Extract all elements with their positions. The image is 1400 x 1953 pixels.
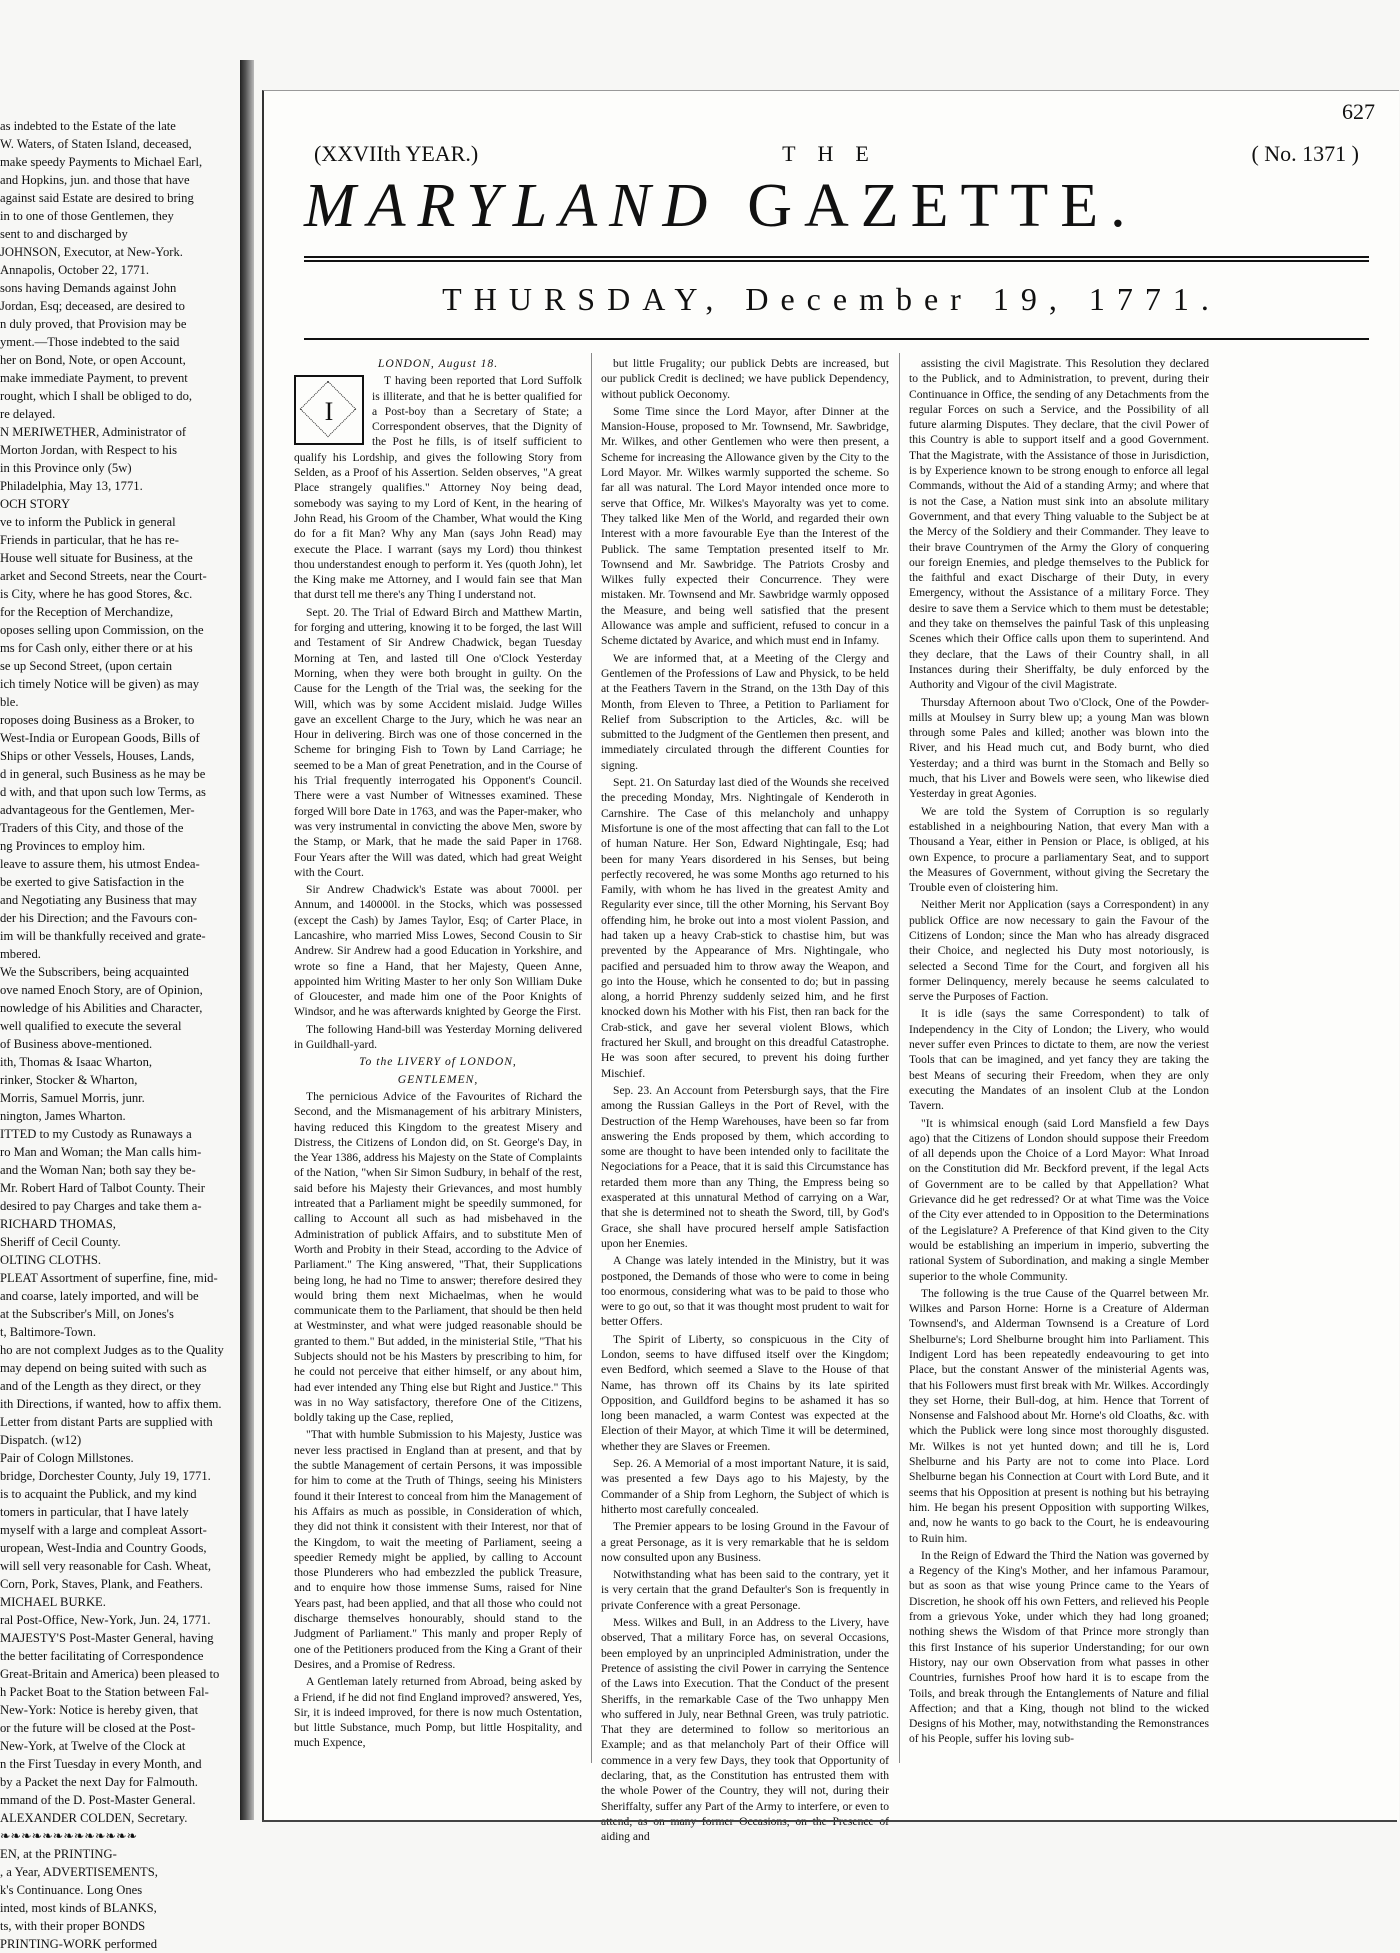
adjacent-page-line: in this Province only (5w) bbox=[0, 461, 132, 475]
adjacent-page-line: make speedy Payments to Michael Earl, bbox=[0, 155, 203, 169]
column-separator bbox=[591, 353, 592, 1763]
adjacent-page-line: ith Directions, if wanted, how to affix them. bbox=[0, 1397, 222, 1411]
adjacent-page-line: Friends in particular, that he has re- bbox=[0, 533, 179, 547]
adjacent-page-line: MICHAEL BURKE. bbox=[0, 1595, 106, 1609]
column-1 bbox=[294, 356, 582, 1766]
adjacent-page-line: desired to pay Charges and take them a- bbox=[0, 1199, 202, 1213]
adjacent-page-line: Pair of Cologn Millstones. bbox=[0, 1451, 134, 1465]
adjacent-page-line: or the future will be closed at the Post- bbox=[0, 1721, 196, 1735]
adjacent-page-line: MAJESTY'S Post-Master General, having bbox=[0, 1631, 214, 1645]
adjacent-page-line: in to one of those Gentlemen, they bbox=[0, 209, 174, 223]
dateline: THURSDAY, December 19, 1771. bbox=[442, 281, 1221, 317]
header-topline bbox=[314, 141, 1359, 175]
article-paragraph: Sept. 21. On Saturday last died of the Wounds she received the preceding Monday, Mrs. Nightingale of Kenderoth in Carnshire. The Case of this melancholy and unhappy Misfortune is one of the most affecting that can fall to the Lot of human Nature. Her Son, Edward Nightingale, Esq; had been for many Years disordered in his Senses, but being perfectly recovered, he was some Months ago returned to his Family, with whom he has lived in the greatest Amity and Regularity ever since, till the other Morning, his Servant Boy offending him, he broke out into a most violent Passion, and had taken up a heavy Crab-stick to chastise him, but was prevented by the Appearance of Mrs. Nightingale, who pacified and persuaded him to throw away the Weapon, and go into the House, which he consented to do; but in passing along, a horrid Phrenzy suddenly seized him, and he first knocked down his Mother with his Fist, then ran back for the Crab-stick, and gave her several violent Blows, which fractured her Skull, and brought on this dreadful Catastrophe. He was soon after secured, to prevent his doing further Mischief. bbox=[601, 776, 889, 1080]
article-paragraph: Mess. Wilkes and Bull, in an Address to the Livery, have observed, That a military Force has, on several Occasions, been employed by an unprincipled Administration, under the Pretence of assisting the civil Power in carrying the Sentence of the Laws into Execution. That the Conduct of the present Sheriffs, in the remarkable Case of the Two unhappy Men who suffered in July, near Bethnal Green, was truly patriotic. That they are determined to follow so meritorious an Example; and as that melancholy Part of their Office will commence in a very few Days, they took that Opportunity of declaring, that, as the Constitution has entrusted them with the whole Power of the Country, they will not, during their Sheriffalty, suffer any Part of the Army to interfere, or even to aiding and bbox=[601, 1616, 889, 1844]
article-paragraph: The pernicious Advice of the Favourites of Richard the Second, and the Mismanagement of his arbitrary Ministers, having reduced this Kingdom to the greatest Misery and Distress, the Citizens of London did, on St. George's Day, in the Year 1386, address his Majesty on the State of Complaints of the Nation, "when Sir Simon Sudbury, in behalf of the rest, said before his Majesty their Grievances, and most humbly intreated that a Parliament might be speedily summoned, for calling to Account all such as had misbehaved in the Administration of publick Affairs, and to substitute Men of Worth and Probity in their Stead, according to the Advice of Parliament." The King answered, "That, their Supplications being long, he had no Time to answer; therefore desired they would bring them next Michaelmas, when he would communicate them to the Parliament, that should be then held at Westminster, and what were judged reasonable should be granted to them." But added, in the ministerial Stile, "That his Subjects should not be his Masters by prescribing to him, for he could not perceive that either himself, or any about him, had ever intended any Thing else but Right and Justice." This was in no Way satisfactory, therefore One of the Citizens, boldly taking up the Case, replied, bbox=[294, 1089, 582, 1425]
masthead-maryland: MARYLAND bbox=[304, 172, 720, 240]
article-paragraph: Sept. 20. The Trial of Edward Birch and Matthew Martin, for forging and uttering, knowing it to be forged, the last Will and Testament of Sir Andrew Chadwick, began Tuesday Morning at Ten, and lasted till One o'Clock Yesterday Morning, when they were both brought in guilty. On the Cause for the Length of the Trial was, the seeking for the Will, which was by some Accident mislaid. Judge Willes gave an excellent Charge to the Jury, which he was near an Hour in delivering. Birch was one of those concerned in the Scheme for bringing Fish to Town by Land Carriage; he seemed to be a Man of great Penetration, and in the Course of his Trial frequently interrogated his Opponent's Council. There were a vast Number of Witnesses examined. These forged Will bore Date in 1763, and was the Paper-maker, who was very instrumental in convicting the above Men, swore by the Stamp, or Mark, that he made the said Paper in 1768. Four Years after the Will was dated, which had great Weight with the Court. bbox=[294, 605, 582, 879]
adjacent-page-line: and Hopkins, jun. and those that have bbox=[0, 173, 190, 187]
adjacent-page-line: ho are not complext Judges as to the Quality bbox=[0, 1343, 224, 1357]
adjacent-page-line: inted, most kinds of BLANKS, bbox=[0, 1901, 157, 1915]
article-paragraph: Notwithstanding what has been said to the contrary, yet it is very certain that the grand Defaulter's Son is frequently in private Conference with a great Personage. bbox=[601, 1568, 889, 1612]
adjacent-page-line: will sell very reasonable for Cash. Wheat, bbox=[0, 1559, 211, 1573]
column-separator bbox=[899, 353, 900, 1763]
adjacent-page-line: and Negotiating any Business that may bbox=[0, 893, 197, 907]
masthead-rule-top bbox=[304, 256, 1369, 258]
adjacent-page-line: and coarse, lately imported, and will be bbox=[0, 1289, 199, 1303]
article-paragraph: In the Reign of Edward the Third the Nation was governed by a Regency of the King's Mother, and her infamous Paramour, but as soon as that wise young Prince came to the Years of Discretion, he shook off his own Fetters, and relieved his People from a grievous Yoke, under which they had long groaned; nothing shews the Wisdom of that Prince more strongly than this first Instance of his superior Understanding; for our own History, nay our own Observation from what passes in other Countries, furnishes Proof how hard it is to escape from the Toils, and break through the Entanglements of Nature and filial Affection; and that a King, though not blind to the wicked Designs of his Mother, may, notwithstanding the Remonstrances of his People, suffer his loving sub- bbox=[909, 1548, 1209, 1746]
article-heading: GENTLEMEN, bbox=[397, 1072, 479, 1086]
column-3 bbox=[909, 356, 1209, 1766]
adjacent-page-line: ALEXANDER COLDEN, Secretary. bbox=[0, 1811, 188, 1825]
article-paragraph: The Spirit of Liberty, so conspicuous in the City of London, seems to have diffused itself over the Kingdom; even Bedford, which seemed a Slave to the House of that Name, has thrown off its Chains by its late spirited Opposition, and Guildford begins to be ashamed it has so long been manacled, a warm Contest was expected at the Election of their Mayor, at which Time it will be determined, whether they are Slaves or Freemen. bbox=[601, 1332, 889, 1453]
adjacent-page-line: New-York: Notice is hereby given, that bbox=[0, 1703, 199, 1717]
adjacent-page-line: im will be thankfully received and grate- bbox=[0, 929, 206, 943]
adjacent-page-line: sent to and discharged by bbox=[0, 227, 128, 241]
article-heading: To the LIVERY of LONDON, bbox=[359, 1055, 517, 1069]
article-paragraph: Some Time since the Lord Mayor, after Dinner at the Mansion-House, proposed to Mr. Townsend, Mr. Sawbridge, Mr. Wilkes, and other Gentlemen who were then present, a Scheme for increasing the Allowance given by the City to the Lord Mayor. Mr. Wilkes warmly supported the scheme. So far all was natural. The Lord Mayor intended once more to serve that Office, Mr. Wilkes's Mayoralty was yet to come. They talked like Men of the World, and regarded their own Interest with a more favourable Eye than the Interest of the Publick. The same Temptation presented itself to Mr. Townsend and Mr. Sawbridge. The Patriots Crosby and Wilkes fully expected their Concurrence. They were mistaken. Mr. Townsend and Mr. Sawbridge warmly opposed the Measure, and being well satisfied that the present Allowance was ample and sufficient, refused to concur in a Scheme dictated by Avarice, and which must end in Infamy. bbox=[601, 404, 889, 648]
adjacent-page-line: Corn, Pork, Staves, Plank, and Feathers. bbox=[0, 1577, 203, 1591]
ornamental-drop-cap: I bbox=[294, 375, 364, 445]
adjacent-page-line: mmand of the D. Post-Master General. bbox=[0, 1793, 196, 1807]
adjacent-page-line: uropean, West-India and Country Goods, bbox=[0, 1541, 207, 1555]
adjacent-page-line: Traders of this City, and those of the bbox=[0, 821, 184, 835]
adjacent-page-line: oposes selling upon Commission, on the bbox=[0, 623, 204, 637]
adjacent-page-line: is City, where he has good Stores, &c. bbox=[0, 587, 193, 601]
adjacent-page-line: of Business above-mentioned. bbox=[0, 1037, 153, 1051]
adjacent-page-line: W. Waters, of Staten Island, deceased, bbox=[0, 137, 192, 151]
adjacent-page-line: k's Continuance. Long Ones bbox=[0, 1883, 143, 1897]
adjacent-page-line: , a Year, ADVERTISEMENTS, bbox=[0, 1865, 158, 1879]
adjacent-page-line: and the Woman Nan; both say they be- bbox=[0, 1163, 196, 1177]
adjacent-page-line: h Packet Boat to the Station between Fal- bbox=[0, 1685, 209, 1699]
adjacent-page-line: leave to assure them, his utmost Endea- bbox=[0, 857, 200, 871]
adjacent-page-line: ro Man and Woman; the Man calls him- bbox=[0, 1145, 202, 1159]
article-paragraph: The Premier appears to be losing Ground in the Favour of a great Personage, as it is very remarkable that he is seldom now consulted upon any Business. bbox=[601, 1520, 889, 1564]
adjacent-page-line: the better facilitating of Correspondence bbox=[0, 1649, 204, 1663]
adjacent-page-line: d in general, such Business as he may be bbox=[0, 767, 206, 781]
masthead-title bbox=[304, 171, 1369, 251]
adjacent-page-line: Sheriff of Cecil County. bbox=[0, 1235, 121, 1249]
adjacent-page-line: New-York, at Twelve of the Clock at bbox=[0, 1739, 186, 1753]
adjacent-page-line: ❧❧❧❧❧❧❧❧❧❧❧❧❧ bbox=[0, 1829, 138, 1843]
adjacent-page-strip bbox=[0, 118, 236, 1951]
adjacent-page-line: roposes doing Business as a Broker, to bbox=[0, 713, 195, 727]
adjacent-page-line: Morris, Samuel Morris, junr. bbox=[0, 1091, 145, 1105]
adjacent-page-line: d with, and that upon such low Terms, as bbox=[0, 785, 206, 799]
adjacent-page-line: her on Bond, Note, or open Account, bbox=[0, 353, 186, 367]
adjacent-page-line: Annapolis, October 22, 1771. bbox=[0, 263, 150, 277]
adjacent-page-line: rinker, Stocker & Wharton, bbox=[0, 1073, 138, 1087]
article-paragraph: Neither Merit nor Application (says a Correspondent) in any publick Office are now necessary to gain the Favour of the Citizens of London; since the Man who has already disgraced their Choice, and neglected his Duty most notoriously, is selected a Second Time for the Court, and forgiven all his former Delinquency, merely because he seems calculated to serve the Purposes of Faction. bbox=[909, 898, 1209, 1004]
adjacent-page-line: mbered. bbox=[0, 947, 41, 961]
gazette-page bbox=[262, 90, 1399, 1844]
article-paragraph: The following is the true Cause of the Quarrel between Mr. Wilkes and Parson Horne: Horne is a Creature of Alderman Townsend's, and Alderman Townsend is a Creature of Lord Shelburne's; Lord Shelburne brought him into Parliament. This Indigent Lord has been repeatedly endeavouring to get into Place, but the constant Answer of the ministerial Agents was, that his Followers must first break with Mr. Wilkes. Accordingly they set Horne, their Bull-dog, at him. Hence that Torrent of Nonsense and Falshood about Mr. Horne's old Cloaths, &c. with which the Publick were long since most thoroughly disgusted. Mr. Wilkes is not yet hunted down; and till he is, Lord Shelburne and his Party are not to come into Place. Lord Shelburne began his Connection at Court with Lord Bute, and it seems that his Opposition at present is nothing but his betraying him. He began his present Opposition with supporting Wilkes, and, now he wants to go back to the Court, he is endeavouring to Ruin him. bbox=[909, 1286, 1209, 1545]
dateline-rule bbox=[304, 338, 1369, 340]
column-2 bbox=[601, 356, 889, 1844]
adjacent-page-line: West-India or European Goods, Bills of bbox=[0, 731, 200, 745]
adjacent-page-line: ich timely Notice will be given) as may bbox=[0, 677, 199, 691]
adjacent-page-line: PRINTING-WORK performed bbox=[0, 1937, 158, 1951]
adjacent-page-line: for the Reception of Merchandize, bbox=[0, 605, 174, 619]
adjacent-page-line: ts, with their proper BONDS bbox=[0, 1919, 146, 1933]
article-paragraph: but little Frugality; our publick Debts are increased, but our publick Credit is declined; we have publick Dependency, without publick Oeconomy. bbox=[601, 357, 889, 401]
article-paragraph: We are told the System of Corruption is so regularly established in a neighbouring Nation, that every Man with a Thousand a Year, either in Pension or Place, is obliged, at his own Expence, to procure a parliamentary Seat, and to support the Measures of Government, without giving the Secretary the Trouble even of cloistering him. bbox=[909, 804, 1209, 895]
masthead-gazette: GAZETTE. bbox=[747, 172, 1138, 240]
adjacent-page-line: ith, Thomas & Isaac Wharton, bbox=[0, 1055, 153, 1069]
article-paragraph: Sep. 26. A Memorial of a most important Nature, it is said, was presented a few Days ago to his Majesty, by the Commander of a Ship from Leghorn, the Subject of which is hitherto most carefully concealed. bbox=[601, 1457, 889, 1516]
adjacent-page-line: der his Direction; and the Favours con- bbox=[0, 911, 198, 925]
article-paragraph: A Change was lately intended in the Ministry, but it was postponed, the Demands of those who were to come in being too enormous, considering what was to be paid to those who were to go out, so that it was thought most prudent to wait for better Offers. bbox=[601, 1254, 889, 1329]
adjacent-page-line: may depend on being suited with such as bbox=[0, 1361, 207, 1375]
adjacent-page-line: Great-Britain and America) been pleased to bbox=[0, 1667, 220, 1681]
adjacent-page-line: N MERIWETHER, Administrator of bbox=[0, 425, 187, 439]
adjacent-page-line: ITTED to my Custody as Runaways a bbox=[0, 1127, 192, 1141]
adjacent-page-line: and of the Length as they direct, or they bbox=[0, 1379, 202, 1393]
article-paragraph: T having been reported that Lord Suffolk is illiterate, and that he is better qualified for a Post-boy than a Secretary of State; a Correspondent observes, that the Dignity of the Post he fills, is of itself sufficient to qualify his Lordship, and gives the following Story from Selden, as a Proof of his Assertion. Selden observes, "A great Place strangely qualifies." Attorney Noy being dead, somebody was saying to my Lord of Kent, in the hearing of John Read, his Groom of the Chamber, What would the King do for a fit Man? Why any Man (says John Read) may execute the Place. I warrant (says my Lord) thou thinkest thou understandest enough to perform it. Yes (quoth John), let the King make me Attorney, and I would fain see that Man that durst tell me there's any Thing I understand not. bbox=[294, 374, 582, 602]
page-number: 627 bbox=[1342, 99, 1375, 124]
article-paragraph: Sep. 23. An Account from Petersburgh says, that the Fire among the Russian Galleys in the Port of Revel, with the Destruction of the Hemp Warehouses, have been so far from answering the Ends proposed by them, which according to some are thought to have been intended only to facilitate the Negociations for a Peace, that it is said this Circumstance has retarded them more than any Thing, the Empress being so exasperated at this unnatural Method of carrying on a War, that she is determined not to sheath the Sword, till, by God's Grace, she shall have procured herself ample Satisfaction upon her Enemies. bbox=[601, 1083, 889, 1250]
adjacent-page-line: is to acquaint the Publick, and my kind bbox=[0, 1487, 197, 1501]
adjacent-page-line: Dispatch. (w12) bbox=[0, 1433, 82, 1447]
article-paragraph: It is idle (says the same Correspondent) to talk of Independency in the City of London; the Livery, who would never suffer even Princes to dictate to them, are now the veriest Tools that can be imagined, and yet fancy they are taking the best Means of securing their Freedom, when they are only executing the Mandates of an insolent Club at the London Tavern. bbox=[909, 1007, 1209, 1113]
article-paragraph: A Gentleman lately returned from Abroad, being asked by a Friend, if he did not find England improved? answered, Yes, Sir, it is indeed improved, for there is now much Ostentation, but little Substance, much Pomp, but little Hospitality, and much Expence, bbox=[294, 1675, 582, 1750]
adjacent-page-line: Jordan, Esq; deceased, are desired to bbox=[0, 299, 185, 313]
adjacent-page-line: against said Estate are desired to bring bbox=[0, 191, 194, 205]
adjacent-page-line: t, Baltimore-Town. bbox=[0, 1325, 97, 1339]
adjacent-page-line: as indebted to the Estate of the late bbox=[0, 119, 176, 133]
adjacent-page-line: nington, James Wharton. bbox=[0, 1109, 126, 1123]
adjacent-page-line: rought, which I shall be obliged to do, bbox=[0, 389, 193, 403]
adjacent-page-line: se up Second Street, (upon certain bbox=[0, 659, 173, 673]
adjacent-page-line: well qualified to execute the several bbox=[0, 1019, 182, 1033]
adjacent-page-line: ms for Cash only, either there or at his bbox=[0, 641, 193, 655]
adjacent-page-line: be exerted to give Satisfaction in the bbox=[0, 875, 184, 889]
adjacent-page-line: yment.—Those indebted to the said bbox=[0, 335, 180, 349]
adjacent-page-line: myself with a large and compleat Assort- bbox=[0, 1523, 207, 1537]
adjacent-page-line: OCH STORY bbox=[0, 497, 71, 511]
the-label: THE bbox=[782, 141, 891, 166]
adjacent-page-line: Mr. Robert Hard of Talbot County. Their bbox=[0, 1181, 205, 1195]
masthead-rule-bottom bbox=[304, 260, 1369, 262]
article-paragraph: The following Hand-bill was Yesterday Morning delivered in Guildhall-yard. bbox=[294, 1022, 582, 1052]
adjacent-page-line: RICHARD THOMAS, bbox=[0, 1217, 116, 1231]
article-paragraph: Thursday Afternoon about Two o'Clock, One of the Powder-mills at Moulsey in Surry blew up; a young Man was blown through some Pales and killed; another was blown into the River, and his Head much cut, and Body burnt, who died Yesterday; and a third was burnt in the Stomach and Belly so much, that his Liver and Bowels were seen, who likewise died Yesterday in great Agonies. bbox=[909, 695, 1209, 801]
adjacent-page-line: ral Post-Office, New-York, Jun. 24, 1771. bbox=[0, 1613, 211, 1627]
adjacent-page-line: at the Subscriber's Mill, on Jones's bbox=[0, 1307, 174, 1321]
adjacent-page-line: sons having Demands against John bbox=[0, 281, 177, 295]
adjacent-page-line: We the Subscribers, being acquainted bbox=[0, 965, 189, 979]
adjacent-page-line: ove named Enoch Story, are of Opinion, bbox=[0, 983, 203, 997]
adjacent-page-line: by a Packet the next Day for Falmouth. bbox=[0, 1775, 198, 1789]
adjacent-page-line: re delayed. bbox=[0, 407, 56, 421]
article-heading: LONDON, August 18. bbox=[377, 357, 499, 370]
article-paragraph: "That with humble Submission to his Majesty, Justice was never less practised in England than at present, and that by the subtle Management of certain Persons, it was impossible for him to come at the Truth of Things, seeing his Ministers found it their Interest to conceal from him the Management of his Affairs as much as possible, in Consideration of which, they did not think it consistent with their Interest, nor that of the Kingdom, to wait the meeting of Parliament, seeing a speedier Remedy might be applied, by calling to Account those Plunderers who had embezzled the publick Treasure, and to enquire how those immense Sums, raised for Nine Years past, had been applied, and that all those who could not discharge themselves honourably, should stand to the Judgment of Parliament." This manly and proper Reply of one of the Petitioners produced from the King a Grant of their Desires, and a Promise of Redress. bbox=[294, 1428, 582, 1671]
adjacent-page-line: n the First Tuesday in every Month, and bbox=[0, 1757, 202, 1771]
adjacent-page-line: nowledge of his Abilities and Character, bbox=[0, 1001, 203, 1015]
article-paragraph: "It is whimsical enough (said Lord Mansfield a few Days ago) that the Citizens of London should suppose their Freedom of all depends upon the Choice of a Lord Mayor: What Inroad on the Constitution did Mr. Beckford prevent, if the legal Acts of Government are to be called by that Appellation? What Grievance did he get redressed? Or at what Time was the Voice of the City ever attended to in Opposition to the Determinations of the Legislature? A Preference of that Kind given to the City would be establishing an imperium in imperio, subverting the rational System of Subordination, and making a single Member superior to the whole Community. bbox=[909, 1116, 1209, 1283]
page-bottom-edge bbox=[262, 1820, 1397, 1822]
adjacent-page-line: bridge, Dorchester County, July 19, 1771. bbox=[0, 1469, 211, 1483]
article-paragraph: We are informed that, at a Meeting of the Clergy and Gentlemen of the Professions of Law and Physick, to be held at the Feathers Tavern in the Strand, on the 13th Day of this Month, from Eleven to Three, a Petition to Parliament for Relief from Subscription to the Articles, &c. will be submitted to the Judgment of the Gentlemen then present, and immediately circulated through the different Counties for signing. bbox=[601, 651, 889, 772]
issue-number: ( No. 1371 ) bbox=[1251, 141, 1359, 166]
adjacent-page-line: PLEAT Assortment of superfine, fine, mid- bbox=[0, 1271, 218, 1285]
binding-gutter bbox=[240, 60, 254, 1820]
adjacent-page-line: ng Provinces to employ him. bbox=[0, 839, 146, 853]
adjacent-page-line: OLTING CLOTHS. bbox=[0, 1253, 101, 1267]
adjacent-page-line: advantageous for the Gentlemen, Mer- bbox=[0, 803, 195, 817]
adjacent-page-line: make immediate Payment, to prevent bbox=[0, 371, 188, 385]
adjacent-page-line: Ships or other Vessels, Houses, Lands, bbox=[0, 749, 195, 763]
year-label: (XXVIIth YEAR.) bbox=[314, 141, 479, 166]
adjacent-page-line: ve to inform the Publick in general bbox=[0, 515, 176, 529]
adjacent-page-line: EN, at the PRINTING- bbox=[0, 1847, 117, 1861]
article-paragraph: assisting the civil Magistrate. This Resolution they declared to the Publick, and to Administration, to prevent, during their Continuance in Office, the sending of any Detachments from the regular Forces on such a Service, and the Possibility of all future alarming Disputes. They declare, that the civil Power of this Country is able to support itself and a good Government. That the Magistrate, with the Assistance of those in Jurisdiction, is by Experience known to be strong enough to enforce all legal Commands, without the Aid of a standing Army; and where that is not the Case, a Nation must sink into an absolute military Government, and that every Thing valuable to the Subject be at the Mercy of the Soldiery and their Commander. They leave to their brave Countrymen of the Army the Glory of conquering our foreign Enemies, and pledge themselves to the Publick for the faithful and exact Discharge of their Duty, in every Emergency, without the Assistance of a military Force. They desire to save them a Service which to them must be detestable; and they take on themselves the painful Task of this unpleasing Scenes which their Office calls upon them to superintend. And they declare, that the Laws of their Country shall, in all Instances during their Sheriffalty, be duly enforced by the Authority and Vigour of the civil Magistrate. bbox=[909, 357, 1209, 692]
adjacent-page-line: arket and Second Streets, near the Court- bbox=[0, 569, 207, 583]
adjacent-page-line: tomers in particular, that I have lately bbox=[0, 1505, 189, 1519]
adjacent-page-line: House well situate for Business, at the bbox=[0, 551, 193, 565]
adjacent-page-line: n duly proved, that Provision may be bbox=[0, 317, 187, 331]
adjacent-page-line: Philadelphia, May 13, 1771. bbox=[0, 479, 143, 493]
adjacent-page-line: Letter from distant Parts are supplied with bbox=[0, 1415, 213, 1429]
adjacent-page-line: Morton Jordan, with Respect to his bbox=[0, 443, 177, 457]
adjacent-page-line: JOHNSON, Executor, at New-York. bbox=[0, 245, 183, 259]
adjacent-page-line: ble. bbox=[0, 695, 19, 709]
article-paragraph: Sir Andrew Chadwick's Estate was about 7000l. per Annum, and 140000l. in the Stocks, which was possessed (except the Cash) by James Taylor, Esq; of Carter Place, in Lancashire, who married Miss Lowes, Second Cousin to Sir Andrew. Sir Andrew had a good Education in Yorkshire, and wrote so fine a Hand, that her Majesty, Queen Anne, appointed him Writing Master to her only Son William Duke of Gloucester, and made him one of the Poor Knights of Windsor, and he was afterwards knighted by George the First. bbox=[294, 883, 582, 1019]
